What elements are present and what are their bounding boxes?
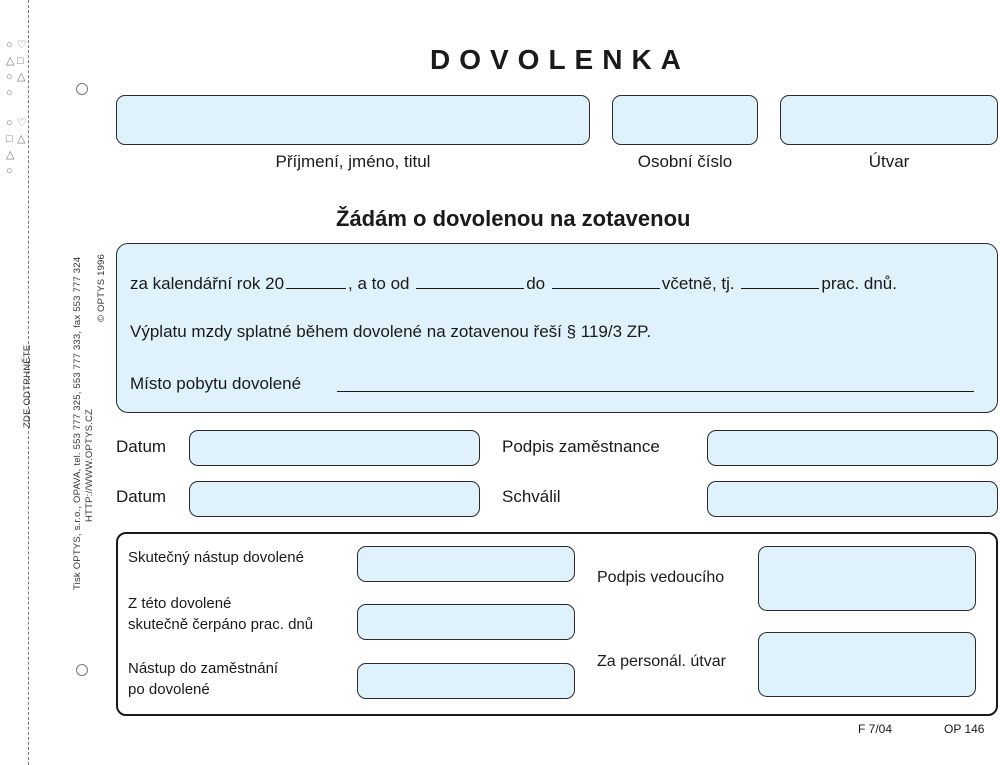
department-field[interactable] xyxy=(780,95,998,145)
return-label-1: Nástup do zaměstnání xyxy=(128,660,279,677)
from-date-blank[interactable] xyxy=(416,274,524,289)
inclusive-label: včetně, tj. xyxy=(661,274,735,293)
triangle-symbol: △ xyxy=(17,71,26,83)
circle-symbol: ○ xyxy=(6,87,13,99)
square-symbol: □ xyxy=(17,55,24,67)
actual-start-field[interactable] xyxy=(357,546,575,582)
triangle-symbol: △ xyxy=(6,55,15,67)
date-label-1: Datum xyxy=(116,437,167,456)
form-code: F 7/04 xyxy=(858,722,893,736)
approved-by-label: Schválil xyxy=(502,487,561,506)
return-label-2: po dovolené xyxy=(128,681,210,698)
actual-start-label: Skutečný nástup dovolené xyxy=(128,549,304,566)
date-label-2: Datum xyxy=(116,487,167,506)
department-caption: Útvar xyxy=(868,152,910,171)
manager-signature-label: Podpis vedoucího xyxy=(597,569,725,586)
circle-symbol: ○ xyxy=(6,39,13,51)
wage-payment-note: Výplatu mzdy splatné během dovolené na zotavenou řeší § 119/3 ZP. xyxy=(130,322,652,341)
days-blank[interactable] xyxy=(741,274,819,289)
circle-symbol: ○ xyxy=(6,117,13,129)
vacation-location-blank[interactable] xyxy=(337,391,974,392)
manager-signature-field[interactable] xyxy=(758,546,976,611)
op-code: OP 146 xyxy=(944,722,985,736)
printer-url: HTTP://WWW.OPTYS.CZ xyxy=(84,408,95,522)
name-field[interactable] xyxy=(116,95,590,145)
from-label: , a to od xyxy=(348,274,410,293)
form-subtitle: Žádám o dovolenou na zotavenou xyxy=(336,206,691,231)
employee-signature-field[interactable] xyxy=(707,430,998,466)
triangle-symbol: △ xyxy=(17,133,26,145)
punch-hole-top xyxy=(76,83,88,95)
date-field-2[interactable] xyxy=(189,481,480,517)
circle-symbol: ○ xyxy=(6,71,13,83)
year-blank[interactable] xyxy=(286,274,346,289)
triangle-symbol: △ xyxy=(6,149,15,161)
punch-hole-bottom xyxy=(76,664,88,676)
tear-here-text: ZDE ODTRHNĚTE xyxy=(22,344,33,428)
vacation-location-label: Místo pobytu dovolené xyxy=(130,374,302,393)
heart-symbol: ♡ xyxy=(17,39,27,51)
date-field-1[interactable] xyxy=(189,430,480,466)
personal-number-field[interactable] xyxy=(612,95,758,145)
to-label: do xyxy=(526,274,546,293)
name-caption: Příjmení, jméno, titul xyxy=(275,152,431,171)
used-days-label-1: Z této dovolené xyxy=(128,595,232,612)
form-title: DOVOLENKA xyxy=(430,44,690,75)
printer-info: Tisk OPTYS, s.r.o., OPAVA, tel. 553 777 325, 553 777 333, fax 553 777 324 xyxy=(72,256,83,590)
year-label: za kalendářní rok 20 xyxy=(130,274,285,293)
used-days-field[interactable] xyxy=(357,604,575,640)
vacation-period-line xyxy=(130,274,897,294)
copyright: © OPTYS 1996 xyxy=(96,253,107,322)
employee-signature-label: Podpis zaměstnance xyxy=(502,437,660,456)
hr-department-label: Za personál. útvar xyxy=(597,653,726,670)
used-days-label-2: skutečně čerpáno prac. dnů xyxy=(128,616,314,633)
circle-symbol: ○ xyxy=(6,165,13,177)
square-symbol: □ xyxy=(6,133,13,145)
to-date-blank[interactable] xyxy=(552,274,660,289)
personal-number-caption: Osobní číslo xyxy=(637,152,733,171)
hr-department-field[interactable] xyxy=(758,632,976,697)
workdays-label: prac. dnů. xyxy=(821,274,897,293)
heart-symbol: ♡ xyxy=(17,117,27,129)
return-field[interactable] xyxy=(357,663,575,699)
approved-by-field[interactable] xyxy=(707,481,998,517)
